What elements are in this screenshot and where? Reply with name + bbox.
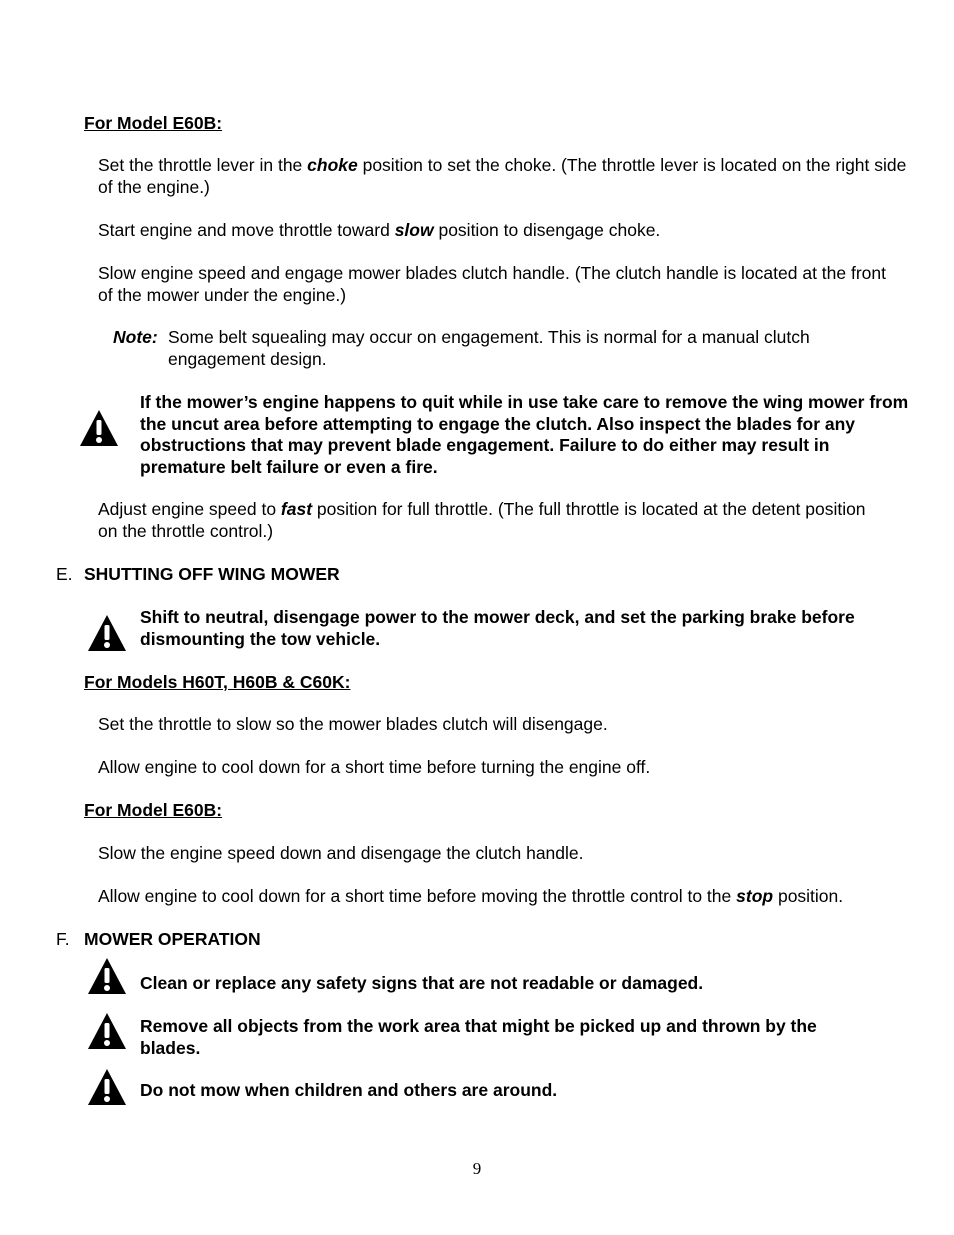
slow-engine-paragraph: Slow engine speed and engage mower blades clutch handle. (The clutch handle is located at the front of the mower under the engine.) xyxy=(98,263,887,305)
model-e60b-heading: For Model E60B: xyxy=(84,113,223,133)
note-label: Note: xyxy=(113,327,158,347)
disengage-clutch-paragraph: Slow the engine speed down and disengage the clutch handle. xyxy=(98,843,584,863)
section-f-title: MOWER OPERATION xyxy=(84,929,261,949)
throttle-choke-paragraph: Set the throttle lever in the choke position to set the choke. (The throttle lever is located on the right side of the engine.) xyxy=(98,155,907,197)
section-f-letter: F. xyxy=(56,929,70,949)
warning-triangle-icon xyxy=(86,1067,128,1107)
cool-down-paragraph: Allow engine to cool down for a short time before turning the engine off. xyxy=(98,757,651,777)
warning-triangle-icon xyxy=(86,956,128,996)
cool-down-stop-paragraph: Allow engine to cool down for a short time before moving the throttle control to the stop position. xyxy=(98,886,844,906)
remove-objects-warning: Remove all objects from the work area that might be picked up and thrown by the blades. xyxy=(140,1016,817,1058)
section-e-title: SHUTTING OFF WING MOWER xyxy=(84,564,340,584)
models-h60-heading: For Models H60T, H60B & C60K: xyxy=(84,672,351,692)
note-text: Some belt squealing may occur on engagement. This is normal for a manual clutch engagement design. xyxy=(168,327,810,369)
warning-triangle-icon xyxy=(86,1011,128,1051)
children-warning: Do not mow when children and others are around. xyxy=(140,1080,558,1100)
engine-quit-warning: If the mower’s engine happens to quit while in use take care to remove the wing mower from the uncut area before attempting to engage the clutch. Also inspect the blades for any obstructions that may prevent blade engagement. Failure to do either may result in premature belt failure or even a fire. xyxy=(140,392,909,477)
warning-triangle-icon xyxy=(86,613,128,653)
page-number: 9 xyxy=(472,1159,482,1178)
model-e60b-stop-heading: For Model E60B: xyxy=(84,800,223,820)
safety-signs-warning: Clean or replace any safety signs that are not readable or damaged. xyxy=(140,973,704,993)
throttle-slow-paragraph: Set the throttle to slow so the mower blades clutch will disengage. xyxy=(98,714,608,734)
section-e-letter: E. xyxy=(56,564,73,584)
shift-neutral-warning: Shift to neutral, disengage power to the mower deck, and set the parking brake before dismounting the tow vehicle. xyxy=(140,607,855,649)
adjust-speed-paragraph: Adjust engine speed to fast position for full throttle. (The full throttle is located at the detent position on the throttle control.) xyxy=(98,499,866,541)
start-engine-paragraph: Start engine and move throttle toward slow position to disengage choke. xyxy=(98,220,661,240)
warning-triangle-icon xyxy=(78,408,120,448)
